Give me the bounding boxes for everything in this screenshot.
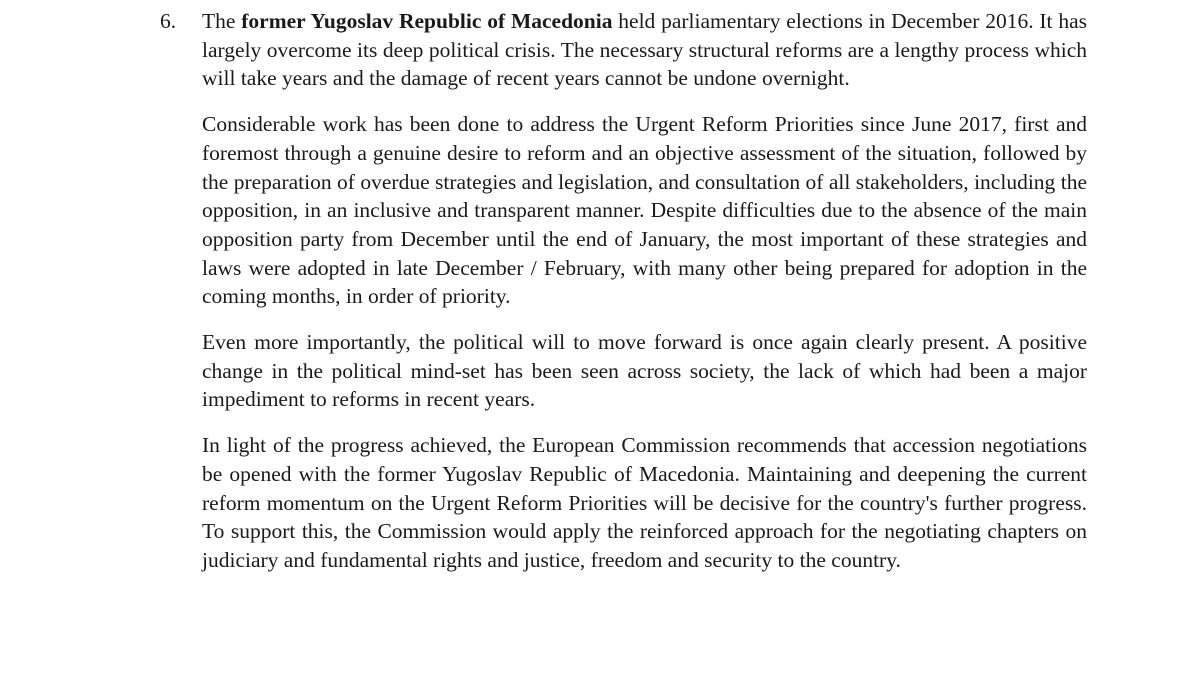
paragraph-1-pre: The — [202, 9, 242, 33]
item-number: 6. — [160, 9, 177, 33]
paragraph-1-post: held parliamentary elections in December 2016. It has largely overcome its deep political crisis. The necessary structural reforms are a lengthy process which will take years and the damage of recent years cannot be undone overnight. — [202, 9, 1087, 91]
paragraph-1 — [202, 7, 1087, 93]
paragraph-4: In light of the progress achieved, the European Commission recommends that accession negotiations be opened with the former Yugoslav Republic of Macedonia. Maintaining and deepening the current reform momentum on the Urgent Reform Priorities will be decisive for the country's further progress. To support this, the Commission would apply the reinforced approach for the negotiating chapters on judiciary and fundamental rights and justice, freedom and security to the country. — [202, 433, 1087, 572]
paragraph-1-bold: former Yugoslav Republic of Macedonia — [241, 9, 613, 33]
paragraph-3: Even more importantly, the political will to move forward is once again clearly present. A positive change in the political mind-set has been seen across society, the lack of which had been a major impediment to reforms in recent years. — [202, 330, 1087, 412]
paragraph-2: Considerable work has been done to address the Urgent Reform Priorities since June 2017, first and foremost through a genuine desire to reform and an objective assessment of the situation, followed by the preparation of overdue strategies and legislation, and consultation of all stakeholders, including the opposition, in an inclusive and transparent manner. Despite difficulties due to the absence of the main opposition party from December until the end of January, the most important of these strategies and laws were adopted in late December / February, with many other being prepared for adoption in the coming months, in order of priority. — [202, 112, 1087, 309]
numbered-item — [160, 7, 1087, 575]
